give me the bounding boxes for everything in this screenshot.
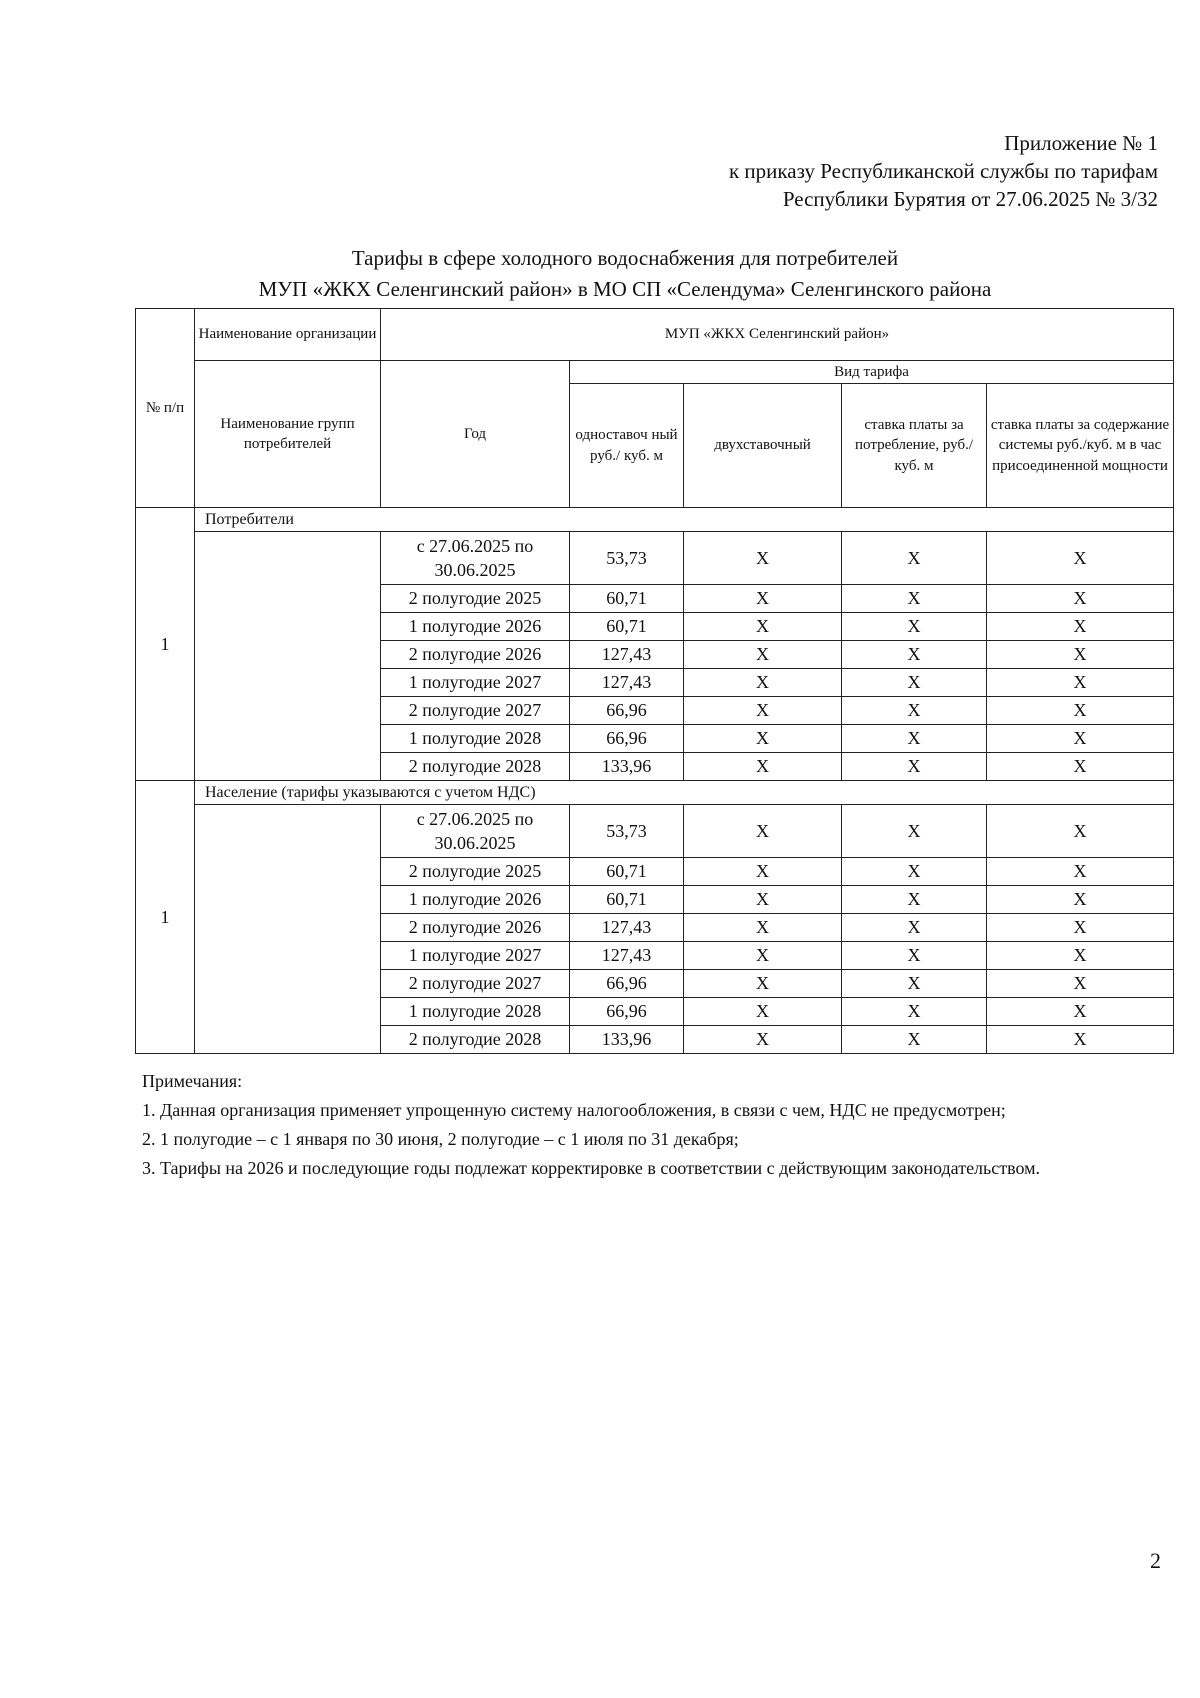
maintenance-rate-value: X <box>987 805 1174 858</box>
consumer-group: Потребители <box>195 508 1174 532</box>
maintenance-rate-value: X <box>987 669 1174 697</box>
single-rate-value: 127,43 <box>570 641 684 669</box>
single-rate-value: 127,43 <box>570 914 684 942</box>
note-item: 2. 1 полугодие – с 1 января по 30 июня, 2 полугодие – с 1 июля по 31 декабря; <box>142 1129 739 1150</box>
row-number: 1 <box>136 781 195 1054</box>
double-rate-value: X <box>684 998 842 1026</box>
period-cell: 2 полугодие 2028 <box>381 1026 570 1054</box>
consumption-rate-value: X <box>842 914 987 942</box>
consumption-rate-value: X <box>842 942 987 970</box>
maintenance-rate-value: X <box>987 613 1174 641</box>
maintenance-rate-value: X <box>987 970 1174 998</box>
col-group-header: Наименование групп потребителей <box>195 361 381 508</box>
period-cell: 1 полугодие 2028 <box>381 725 570 753</box>
group-name-cell <box>195 532 381 781</box>
double-rate-value: X <box>684 970 842 998</box>
col-org-header: Наименование организации <box>195 309 381 361</box>
single-rate-value: 53,73 <box>570 532 684 585</box>
maintenance-rate-value: X <box>987 585 1174 613</box>
col-single-rate-header: одноставоч ный руб./ куб. м <box>570 384 684 508</box>
notes <box>142 1068 1164 1184</box>
section-header-row <box>136 781 1174 805</box>
period-cell: с 27.06.2025 по 30.06.2025 <box>381 532 570 585</box>
appendix-label: Приложение № 1 <box>1004 131 1158 155</box>
row-number: 1 <box>136 508 195 781</box>
consumption-rate-value: X <box>842 1026 987 1054</box>
table-row <box>136 805 1174 858</box>
period-cell: 2 полугодие 2025 <box>381 585 570 613</box>
period-cell: с 27.06.2025 по 30.06.2025 <box>381 805 570 858</box>
maintenance-rate-value: X <box>987 725 1174 753</box>
period-cell: 2 полугодие 2026 <box>381 641 570 669</box>
col-tariff-type-header: Вид тарифа <box>570 361 1174 384</box>
single-rate-value: 66,96 <box>570 970 684 998</box>
period-cell: 2 полугодие 2027 <box>381 697 570 725</box>
maintenance-rate-value: X <box>987 753 1174 781</box>
maintenance-rate-value: X <box>987 641 1174 669</box>
double-rate-value: X <box>684 613 842 641</box>
single-rate-value: 133,96 <box>570 753 684 781</box>
page-number: 2 <box>1150 1548 1161 1573</box>
maintenance-rate-value: X <box>987 942 1174 970</box>
consumption-rate-value: X <box>842 805 987 858</box>
org-name: МУП «ЖКХ Селенгинский район» <box>381 309 1174 361</box>
period-cell: 2 полугодие 2027 <box>381 970 570 998</box>
maintenance-rate-value: X <box>987 998 1174 1026</box>
single-rate-value: 66,96 <box>570 725 684 753</box>
period-cell: 1 полугодие 2026 <box>381 613 570 641</box>
consumption-rate-value: X <box>842 858 987 886</box>
double-rate-value: X <box>684 641 842 669</box>
period-cell: 1 полугодие 2027 <box>381 942 570 970</box>
col-year-header: Год <box>381 361 570 508</box>
order-date: Республики Бурятия от 27.06.2025 № 3/32 <box>782 187 1158 211</box>
double-rate-value: X <box>684 725 842 753</box>
consumption-rate-value: X <box>842 886 987 914</box>
consumer-group: Население (тарифы указываются с учетом НДС) <box>195 781 1174 805</box>
maintenance-rate-value: X <box>987 858 1174 886</box>
note-item: 3. Тарифы на 2026 и последующие годы подлежат корректировке в соответствии с действующим законодательством. <box>142 1158 1041 1179</box>
maintenance-rate-value: X <box>987 886 1174 914</box>
double-rate-value: X <box>684 669 842 697</box>
single-rate-value: 60,71 <box>570 886 684 914</box>
col-num-header: № п/п <box>136 309 195 508</box>
double-rate-value: X <box>684 753 842 781</box>
consumption-rate-value: X <box>842 585 987 613</box>
double-rate-value: X <box>684 1026 842 1054</box>
period-cell: 1 полугодие 2028 <box>381 998 570 1026</box>
consumption-rate-value: X <box>842 669 987 697</box>
double-rate-value: X <box>684 942 842 970</box>
single-rate-value: 66,96 <box>570 998 684 1026</box>
single-rate-value: 133,96 <box>570 1026 684 1054</box>
consumption-rate-value: X <box>842 697 987 725</box>
consumption-rate-value: X <box>842 753 987 781</box>
maintenance-rate-value: X <box>987 914 1174 942</box>
consumption-rate-value: X <box>842 613 987 641</box>
maintenance-rate-value: X <box>987 1026 1174 1054</box>
document-title-line1: Тарифы в сфере холодного водоснабжения для потребителей <box>351 246 899 270</box>
single-rate-value: 127,43 <box>570 942 684 970</box>
single-rate-value: 66,96 <box>570 697 684 725</box>
col-double-rate-header: двухставочный <box>684 384 842 508</box>
order-reference: к приказу Республиканской службы по тарифам <box>728 159 1158 183</box>
single-rate-value: 53,73 <box>570 805 684 858</box>
notes-title: Примечания: <box>142 1071 243 1091</box>
tariff-table <box>135 308 1174 1054</box>
maintenance-rate-value: X <box>987 532 1174 585</box>
period-cell: 1 полугодие 2026 <box>381 886 570 914</box>
consumption-rate-value: X <box>842 725 987 753</box>
double-rate-value: X <box>684 532 842 585</box>
section-header-row <box>136 508 1174 532</box>
consumption-rate-value: X <box>842 641 987 669</box>
double-rate-value: X <box>684 858 842 886</box>
maintenance-rate-value: X <box>987 697 1174 725</box>
group-name-cell <box>195 805 381 1054</box>
consumption-rate-value: X <box>842 532 987 585</box>
period-cell: 2 полугодие 2026 <box>381 914 570 942</box>
note-item: 1. Данная организация применяет упрощенную систему налогообложения, в связи с чем, НДС не предусмотрен; <box>142 1100 1006 1121</box>
double-rate-value: X <box>684 805 842 858</box>
single-rate-value: 60,71 <box>570 858 684 886</box>
period-cell: 2 полугодие 2028 <box>381 753 570 781</box>
col-maintenance-header: ставка платы за содержание системы руб./куб. м в час присоединенной мощности <box>987 384 1174 508</box>
document-title-line2: МУП «ЖКХ Селенгинский район» в МО СП «Селендума» Селенгинского района <box>258 277 992 301</box>
period-cell: 2 полугодие 2025 <box>381 858 570 886</box>
double-rate-value: X <box>684 886 842 914</box>
single-rate-value: 127,43 <box>570 669 684 697</box>
single-rate-value: 60,71 <box>570 585 684 613</box>
double-rate-value: X <box>684 697 842 725</box>
double-rate-value: X <box>684 914 842 942</box>
consumption-rate-value: X <box>842 970 987 998</box>
period-cell: 1 полугодие 2027 <box>381 669 570 697</box>
consumption-rate-value: X <box>842 998 987 1026</box>
double-rate-value: X <box>684 585 842 613</box>
single-rate-value: 60,71 <box>570 613 684 641</box>
table-row <box>136 532 1174 585</box>
col-consumption-header: ставка платы за потребление, руб./ куб. м <box>842 384 987 508</box>
